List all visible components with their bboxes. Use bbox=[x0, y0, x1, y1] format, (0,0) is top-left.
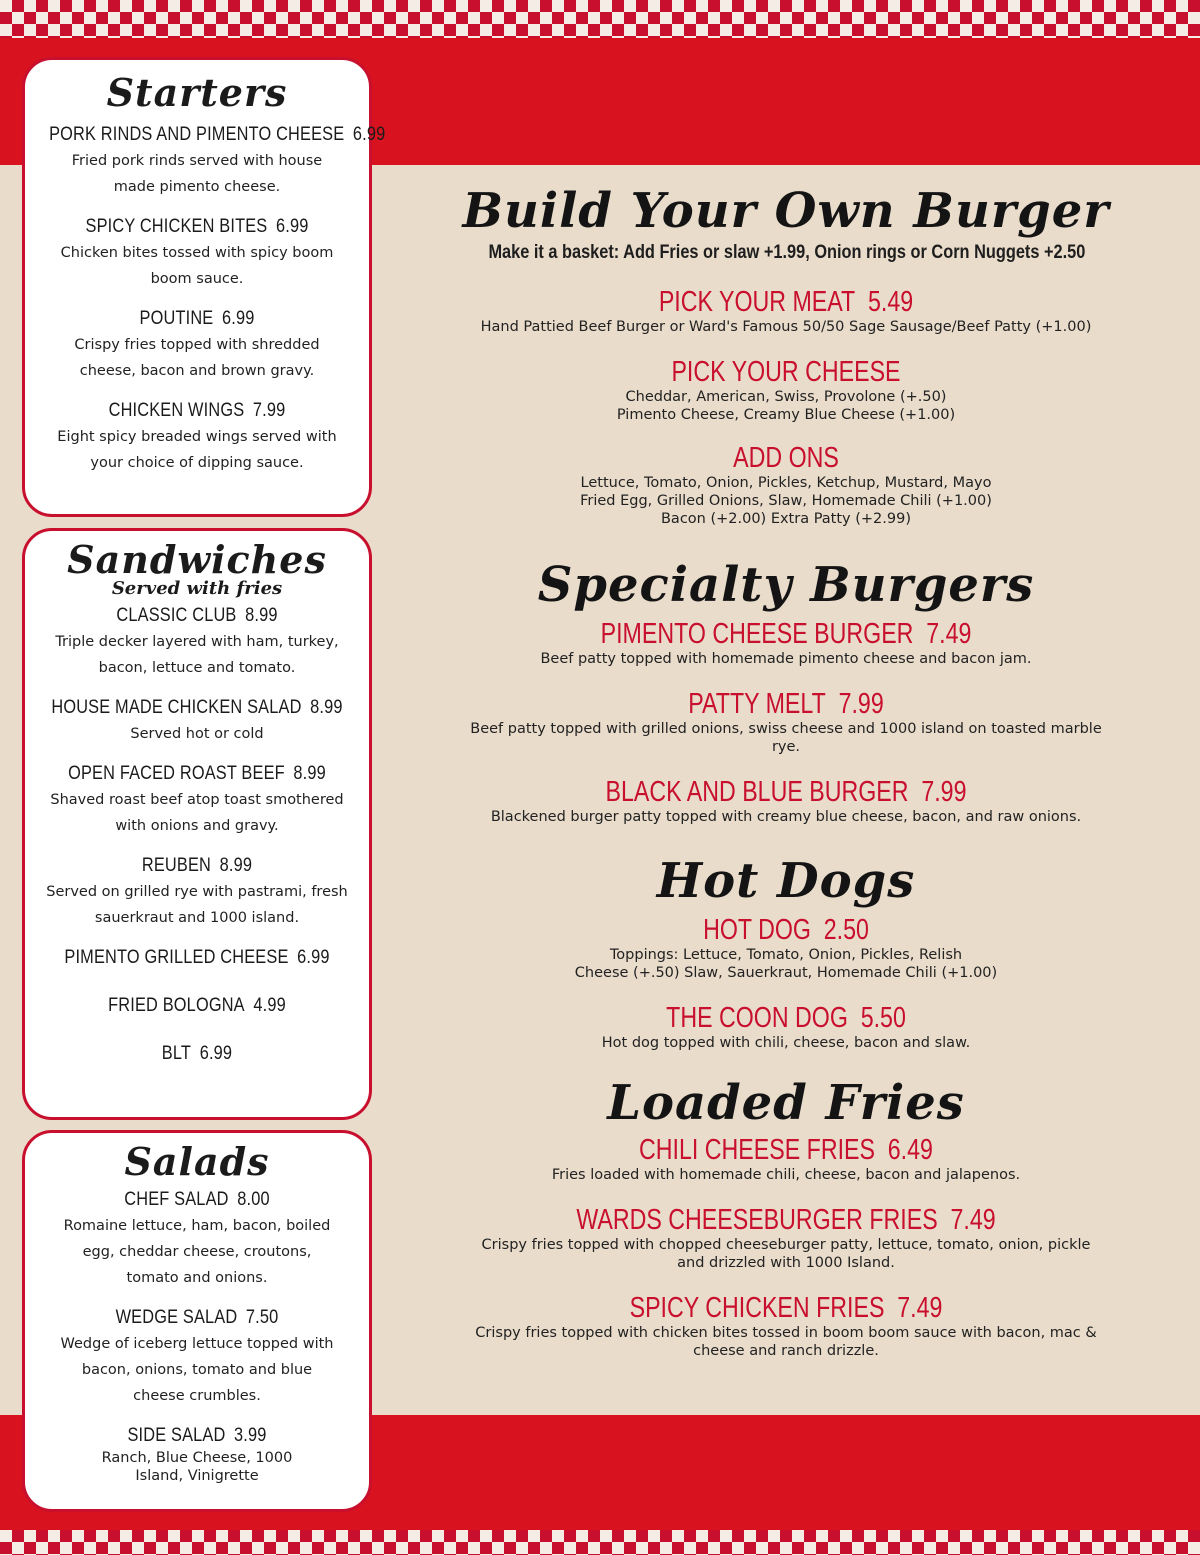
build-your-own-section bbox=[440, 182, 1132, 528]
menu-item bbox=[440, 776, 1132, 826]
item-name: WARDS CHEESEBURGER FRIES bbox=[576, 1204, 938, 1236]
menu-item bbox=[25, 306, 369, 384]
item-price: 7.99 bbox=[921, 776, 967, 808]
menu-item bbox=[25, 603, 369, 681]
item-name: BLT bbox=[161, 1043, 192, 1064]
item-description bbox=[25, 787, 369, 839]
item-name: PICK YOUR CHEESE bbox=[671, 356, 901, 388]
item-name: CLASSIC CLUB bbox=[116, 605, 237, 626]
menu-item bbox=[440, 1134, 1132, 1184]
item-name: FRIED BOLOGNA bbox=[108, 995, 245, 1016]
menu-item bbox=[440, 356, 1132, 424]
item-name: PATTY MELT bbox=[688, 688, 826, 720]
item-description bbox=[25, 1213, 369, 1291]
item-description bbox=[440, 1236, 1132, 1272]
item-name: SIDE SALAD bbox=[127, 1425, 226, 1446]
item-description bbox=[440, 720, 1132, 756]
sandwiches-box bbox=[22, 528, 372, 1120]
build-your-own-title: Build Your Own Burger bbox=[462, 183, 1110, 239]
starters-box bbox=[22, 57, 386, 517]
item-price: 6.99 bbox=[275, 216, 309, 237]
item-description bbox=[25, 332, 369, 384]
sandwiches-subtitle: Served with fries bbox=[111, 578, 283, 599]
desc-line: Beef patty topped with homemade pimento cheese and bacon jam. bbox=[540, 651, 1032, 667]
item-name: HOT DOG bbox=[703, 914, 811, 946]
item-name: CHILI CHEESE FRIES bbox=[639, 1134, 875, 1166]
menu-item bbox=[25, 1041, 369, 1067]
desc-line: egg, cheddar cheese, croutons, bbox=[82, 1244, 312, 1260]
desc-line: Hot dog topped with chili, cheese, bacon and slaw. bbox=[601, 1035, 971, 1051]
menu-item bbox=[440, 914, 1132, 982]
item-description bbox=[25, 721, 369, 747]
loaded-fries-section bbox=[440, 1074, 1132, 1360]
menu-item bbox=[440, 688, 1132, 756]
item-name: PORK RINDS AND PIMENTO CHEESE bbox=[49, 124, 345, 145]
item-description bbox=[440, 474, 1132, 528]
desc-line: Fried pork rinds served with house bbox=[71, 153, 323, 169]
hot-dogs-title: Hot Dogs bbox=[656, 853, 916, 909]
item-price: 2.50 bbox=[823, 914, 869, 946]
item-description bbox=[440, 1034, 1132, 1052]
item-price: 6.99 bbox=[352, 124, 386, 145]
desc-line: Served hot or cold bbox=[130, 726, 264, 742]
desc-line: Blackened burger patty topped with creamy blue cheese, bacon, and raw onions. bbox=[490, 809, 1082, 825]
item-price: 7.49 bbox=[897, 1292, 943, 1324]
checkered-border-top bbox=[0, 0, 1200, 38]
desc-line: boom sauce. bbox=[150, 271, 244, 287]
item-description bbox=[440, 1166, 1132, 1184]
item-name: SPICY CHICKEN BITES bbox=[85, 216, 268, 237]
item-name: POUTINE bbox=[139, 308, 214, 329]
desc-line: made pimento cheese. bbox=[113, 179, 281, 195]
item-price: 8.00 bbox=[237, 1189, 270, 1210]
item-description bbox=[440, 1324, 1132, 1360]
desc-line: Eight spicy breaded wings served with bbox=[57, 429, 337, 445]
desc-line: cheese, bacon and brown gravy. bbox=[79, 363, 315, 379]
item-price: 7.99 bbox=[252, 400, 286, 421]
desc-line: your choice of dipping sauce. bbox=[90, 455, 304, 471]
desc-line: cheese crumbles. bbox=[133, 1388, 261, 1404]
starters-title: Starters bbox=[106, 70, 288, 115]
item-price: 5.49 bbox=[868, 286, 914, 318]
desc-line: Ranch, Blue Cheese, 1000 bbox=[101, 1450, 293, 1466]
item-price: 6.99 bbox=[221, 308, 255, 329]
item-price: 6.49 bbox=[887, 1134, 933, 1166]
desc-line: Cheddar, American, Swiss, Provolone (+.50) bbox=[625, 389, 947, 405]
item-name: OPEN FACED ROAST BEEF bbox=[68, 763, 285, 784]
item-name: PIMENTO GRILLED CHEESE bbox=[64, 947, 289, 968]
item-price: 8.99 bbox=[310, 697, 343, 718]
item-description bbox=[440, 650, 1132, 668]
item-price: 5.50 bbox=[860, 1002, 906, 1034]
item-description bbox=[25, 148, 369, 200]
menu-item bbox=[25, 695, 369, 747]
menu-item bbox=[440, 1002, 1132, 1052]
desc-line: Crispy fries topped with chicken bites tossed in boom boom sauce with bacon, mac & bbox=[475, 1325, 1097, 1341]
item-description bbox=[25, 240, 369, 292]
sandwiches-title: Sandwiches bbox=[67, 537, 327, 582]
item-price: 8.99 bbox=[293, 763, 326, 784]
desc-line: Hand Pattied Beef Burger or Ward's Famous 50/50 Sage Sausage/Beef Patty (+1.00) bbox=[480, 319, 1092, 335]
desc-line: Served on grilled rye with pastrami, fresh bbox=[46, 884, 348, 900]
desc-line: bacon, onions, tomato and blue bbox=[81, 1362, 313, 1378]
desc-line: Bacon (+2.00) Extra Patty (+2.99) bbox=[660, 511, 911, 527]
item-price: 7.99 bbox=[838, 688, 884, 720]
menu-item bbox=[25, 122, 386, 200]
checkered-border-bottom bbox=[0, 1530, 1200, 1555]
desc-line: Crispy fries topped with chopped cheeseburger patty, lettuce, tomato, onion, pickle bbox=[481, 1237, 1091, 1253]
salads-box bbox=[22, 1130, 372, 1512]
desc-line: Cheese (+.50) Slaw, Sauerkraut, Homemade Chili (+1.00) bbox=[574, 965, 998, 981]
item-name: CHEF SALAD bbox=[124, 1189, 229, 1210]
item-price: 7.50 bbox=[245, 1307, 279, 1328]
desc-line: Fried Egg, Grilled Onions, Slaw, Homemade Chili (+1.00) bbox=[580, 493, 992, 509]
item-price: 8.99 bbox=[245, 605, 278, 626]
desc-line: Chicken bites tossed with spicy boom bbox=[60, 245, 334, 261]
desc-line: rye. bbox=[771, 739, 801, 755]
item-description bbox=[440, 318, 1132, 336]
desc-line: Wedge of iceberg lettuce topped with bbox=[60, 1336, 334, 1352]
menu-item bbox=[25, 214, 369, 292]
desc-line: tomato and onions. bbox=[126, 1270, 268, 1286]
desc-line: and drizzled with 1000 Island. bbox=[677, 1255, 895, 1271]
item-name: WEDGE SALAD bbox=[115, 1307, 238, 1328]
desc-line: with onions and gravy. bbox=[115, 818, 279, 834]
specialty-burgers-section bbox=[440, 556, 1132, 826]
desc-line: Pimento Cheese, Creamy Blue Cheese (+1.00) bbox=[616, 407, 956, 423]
item-name: ADD ONS bbox=[733, 442, 839, 474]
menu-item bbox=[25, 398, 369, 476]
item-price: 6.99 bbox=[199, 1043, 233, 1064]
menu-item bbox=[25, 945, 369, 971]
desc-line: sauerkraut and 1000 island. bbox=[94, 910, 300, 926]
menu-item bbox=[25, 761, 369, 839]
desc-line: Fries loaded with homemade chili, cheese, bacon and jalapenos. bbox=[551, 1167, 1021, 1183]
item-name: REUBEN bbox=[141, 855, 212, 876]
desc-line: Romaine lettuce, ham, bacon, boiled bbox=[63, 1218, 331, 1234]
menu-item bbox=[440, 1204, 1132, 1272]
menu-item bbox=[25, 993, 369, 1019]
desc-line: Island, Vinigrette bbox=[135, 1468, 259, 1484]
menu-item bbox=[25, 1305, 369, 1409]
specialty-burgers-title: Specialty Burgers bbox=[537, 557, 1035, 613]
item-price: 4.99 bbox=[253, 995, 286, 1016]
loaded-fries-title: Loaded Fries bbox=[607, 1075, 965, 1131]
item-name: HOUSE MADE CHICKEN SALAD bbox=[51, 697, 302, 718]
desc-line: Triple decker layered with ham, turkey, bbox=[55, 634, 339, 650]
menu-item bbox=[25, 853, 369, 931]
menu-item bbox=[25, 1423, 369, 1485]
desc-line: Lettuce, Tomato, Onion, Pickles, Ketchup, Mustard, Mayo bbox=[580, 475, 992, 491]
item-description bbox=[440, 808, 1132, 826]
salads-title: Salads bbox=[124, 1139, 270, 1184]
item-name: PICK YOUR MEAT bbox=[658, 286, 856, 318]
item-name: CHICKEN WINGS bbox=[108, 400, 245, 421]
menu-item bbox=[440, 442, 1132, 528]
desc-line: Toppings: Lettuce, Tomato, Onion, Pickles, Relish bbox=[609, 947, 963, 963]
menu-item bbox=[440, 618, 1132, 668]
item-name: THE COON DOG bbox=[666, 1002, 848, 1034]
item-price: 6.99 bbox=[297, 947, 330, 968]
item-description bbox=[440, 946, 1132, 982]
item-description bbox=[25, 879, 369, 931]
desc-line: Beef patty topped with grilled onions, swiss cheese and 1000 island on toasted marble bbox=[470, 721, 1102, 737]
item-name: BLACK AND BLUE BURGER bbox=[605, 776, 909, 808]
menu-item bbox=[440, 1292, 1132, 1360]
item-description bbox=[25, 1331, 369, 1409]
item-description bbox=[25, 629, 369, 681]
item-description bbox=[25, 1449, 369, 1485]
basket-note: Make it a basket: Add Fries or slaw +1.99, Onion rings or Corn Nuggets +2.50 bbox=[488, 242, 1086, 263]
desc-line: Shaved roast beef atop toast smothered bbox=[50, 792, 344, 808]
desc-line: Crispy fries topped with shredded bbox=[74, 337, 320, 353]
menu-item bbox=[25, 1187, 369, 1291]
hot-dogs-section bbox=[440, 852, 1132, 1052]
item-price: 3.99 bbox=[234, 1425, 267, 1446]
menu-item bbox=[440, 286, 1132, 336]
item-description bbox=[440, 388, 1132, 424]
item-name: PIMENTO CHEESE BURGER bbox=[600, 618, 914, 650]
item-name: SPICY CHICKEN FRIES bbox=[629, 1292, 885, 1324]
desc-line: bacon, lettuce and tomato. bbox=[98, 660, 296, 676]
item-price: 7.49 bbox=[926, 618, 972, 650]
desc-line: cheese and ranch drizzle. bbox=[693, 1343, 879, 1359]
item-price: 7.49 bbox=[950, 1204, 996, 1236]
item-price: 8.99 bbox=[219, 855, 253, 876]
item-description bbox=[25, 424, 369, 476]
